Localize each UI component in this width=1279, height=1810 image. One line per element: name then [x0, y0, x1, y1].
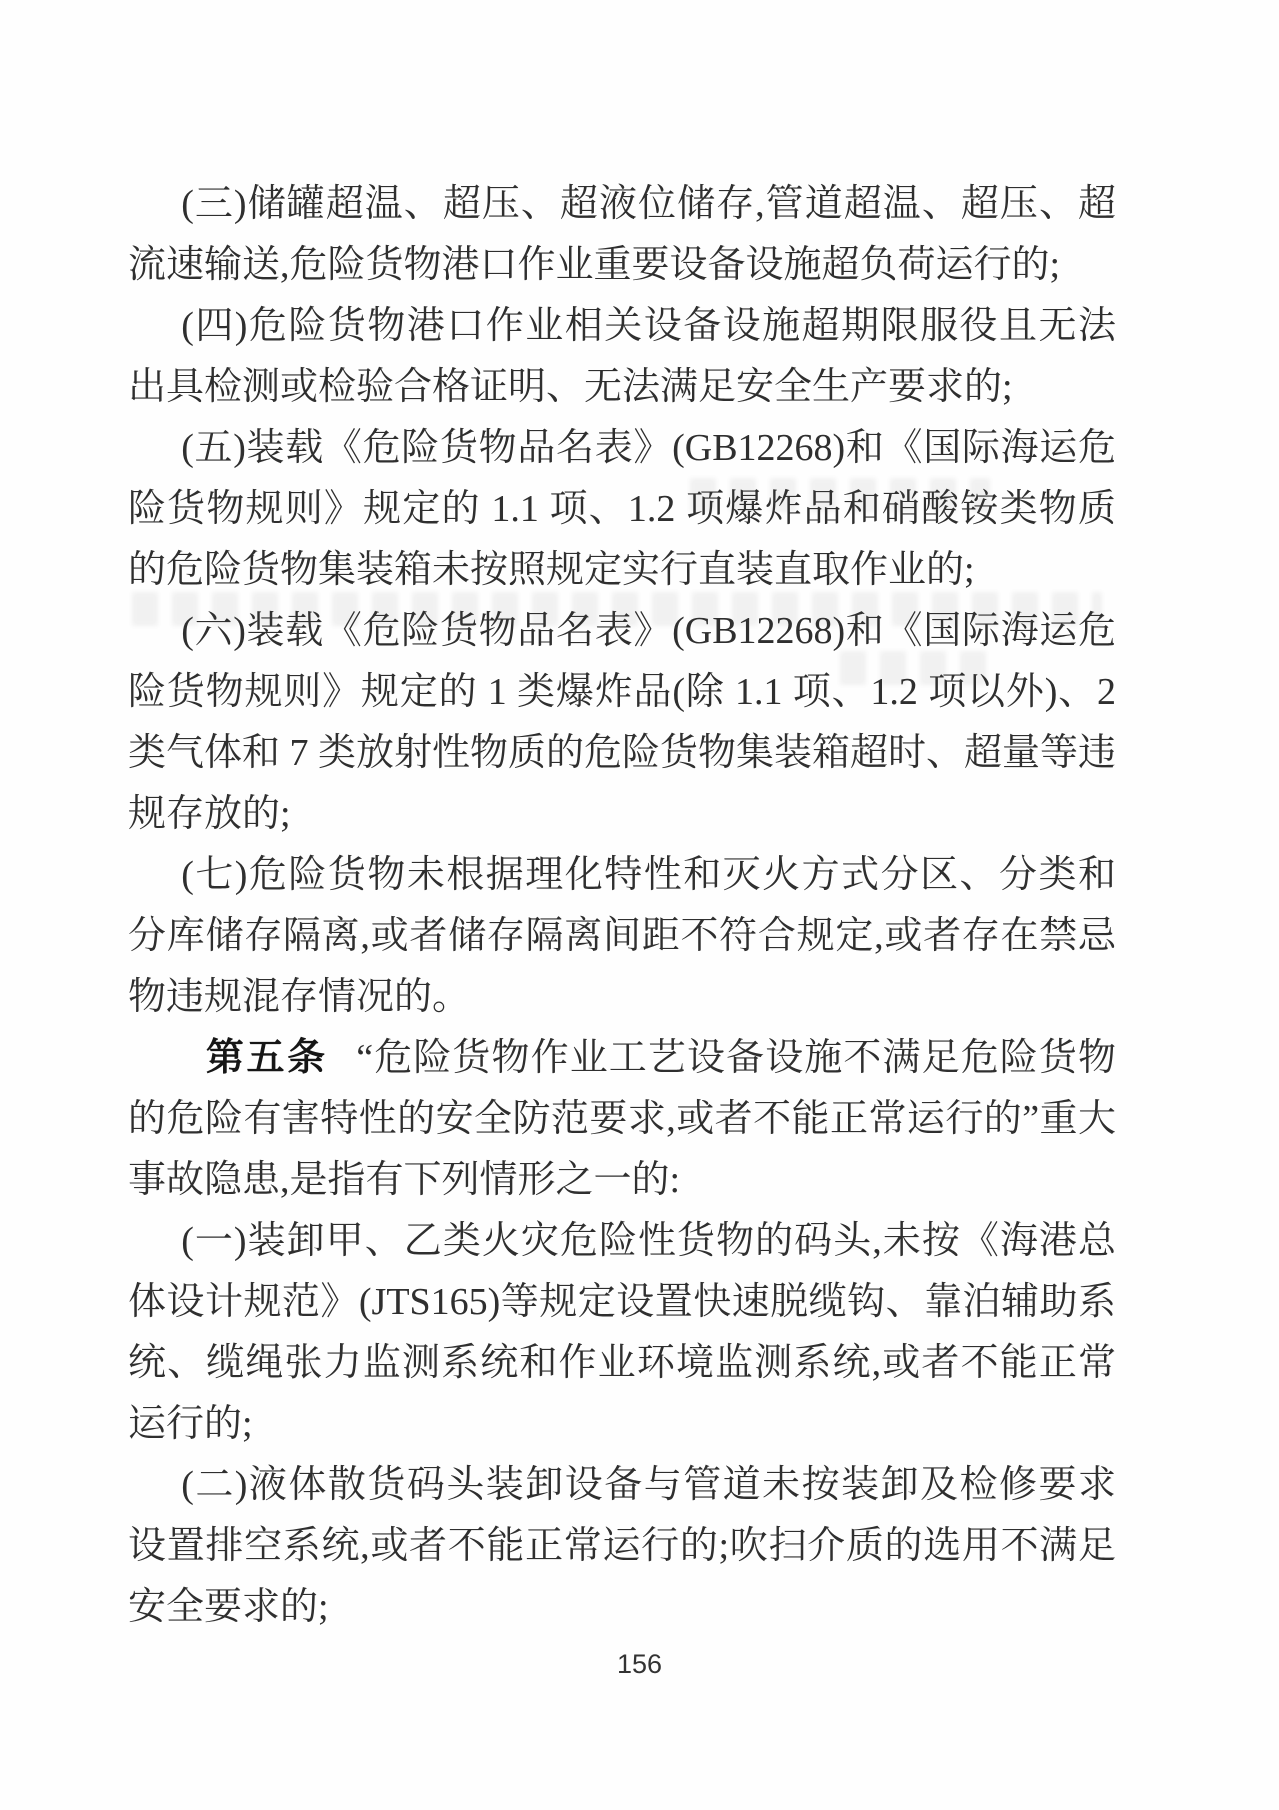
clause-item-4: (四)危险货物港口作业相关设备设施超期限服役且无法出具检测或检验合格证明、无法满足安全生产要求的;	[128, 305, 1116, 408]
page-number: 156	[616, 1649, 663, 1679]
article-5-label: 第五条	[205, 1037, 328, 1079]
clause-item-5: (五)装载《危险货物品名表》(GB12268)和《国际海运危险货物规则》规定的 1.1 项、1.2 项爆炸品和硝酸铵类物质的危险货物集装箱未按照规定实行直装直取作业的;	[128, 427, 1116, 591]
article-5-paragraph	[128, 1028, 1116, 1211]
clause-item-7: (七)危险货物未根据理化特性和灭火方式分区、分类和分库储存隔离,或者储存隔离间距不符合规定,或者存在禁忌物违规混存情况的。	[128, 854, 1116, 1018]
article-5-text: “危险货物作业工艺设备设施不满足危险货物的危险有害特性的安全防范要求,或者不能正常运行的”重大事故隐患,是指有下列情形之一的:	[128, 1037, 1116, 1201]
clause-item-6: (六)装载《危险货物品名表》(GB12268)和《国际海运危险货物规则》规定的 1 类爆炸品(除 1.1 项、1.2 项以外)、2 类气体和 7 类放射性物质的危险货物集装箱超时、超量等违规存放的;	[128, 610, 1117, 835]
document-body	[128, 174, 1116, 1638]
clause-item-3: (三)储罐超温、超压、超液位储存,管道超温、超压、超流速输送,危险货物港口作业重要设备设施超负荷运行的;	[128, 183, 1116, 286]
clause-item-1: (一)装卸甲、乙类火灾危险性货物的码头,未按《海港总体设计规范》(JTS165)等规定设置快速脱缆钩、靠泊辅助系统、缆绳张力监测系统和作业环境监测系统,或者不能正常运行的;	[128, 1220, 1116, 1445]
clause-item-2: (二)液体散货码头装卸设备与管道未按装卸及检修要求设置排空系统,或者不能正常运行的;吹扫介质的选用不满足安全要求的;	[128, 1464, 1116, 1628]
